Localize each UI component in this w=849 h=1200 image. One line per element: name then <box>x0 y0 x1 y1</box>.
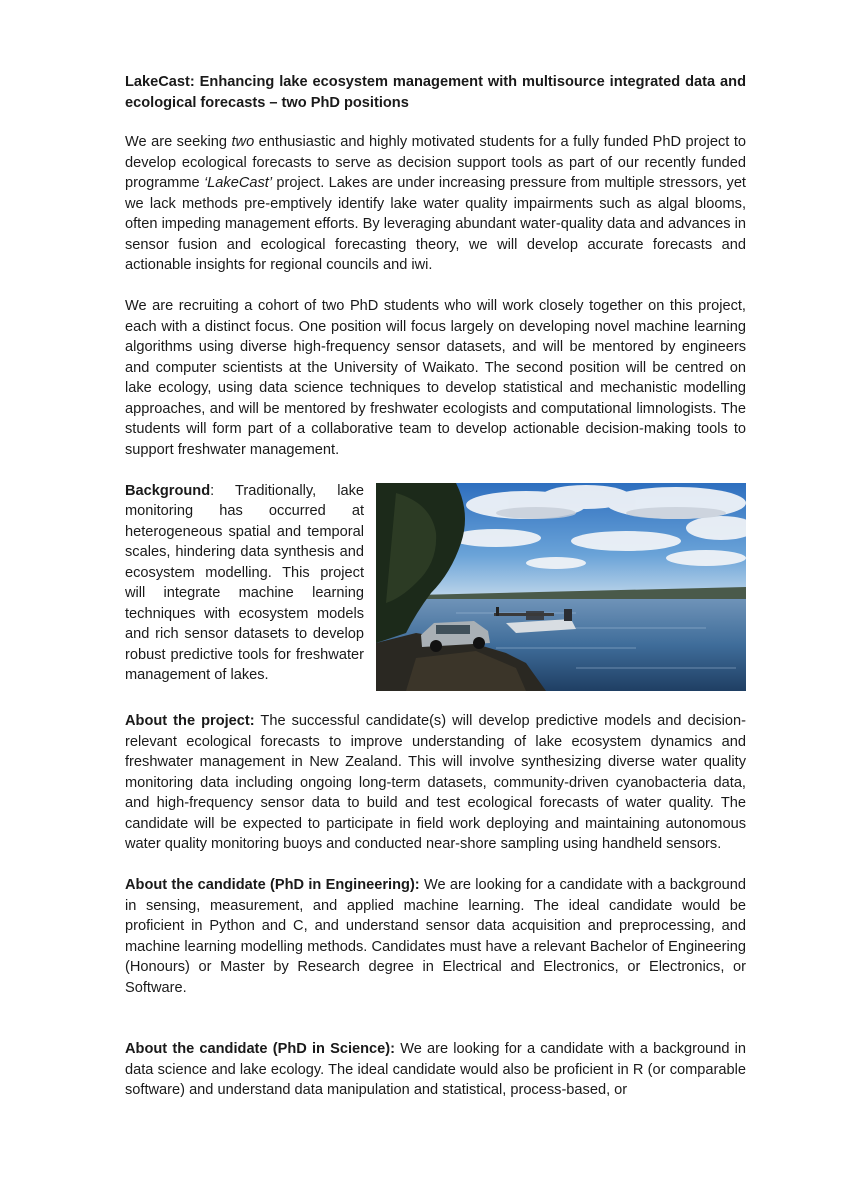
project-text: The successful candidate(s) will develop predictive models and decision-relevant ecological forecasts to improve understanding of lake ecosystem dynamics and freshwater management in New Zealand. This will involve synthesizing diverse water quality monitoring data including ongoing long-term datasets, community-driven cyanobacteria data, and high-frequency sensor data to build and test ecological forecasts of water quality. The candidate will be expected to participate in field work deploying and maintaining autonomous water quality monitoring buoys and conducted near-shore sampling using handheld sensors. <box>125 713 746 852</box>
intro-text-3: project. Lakes are under increasing pressure from multiple stressors, yet we lack methods pre-emptively identify lake water quality impairments such as algal blooms, often impeding management efforts. By leveraging abundant water-quality data and advances in sensor fusion and ecological forecasting theory, we will develop accurate forecasts and actionable insights for regional councils and iwi. <box>125 175 746 273</box>
intro-emphasis-two: two <box>231 134 255 150</box>
background-paragraph <box>125 481 364 686</box>
project-paragraph <box>125 711 746 855</box>
background-text: : Traditionally, lake monitoring has occurred at heterogeneous spatial and temporal scales, hindering data synthesis and ecosystem modelling. This project will integrate machine learning techniques with ecosystem models and rich sensor datasets to develop robust predictive tools for freshwater management of lakes. <box>125 482 364 683</box>
intro-text-2: enthusiastic and highly motivated students for a fully funded PhD project to develop ecological forecasts to serve as decision support tools as part of our recently funded programme <box>125 134 747 191</box>
project-label: About the project: <box>125 713 255 729</box>
candidate-eng-text: We are looking for a candidate with a background in sensing, measurement, and applied machine learning. The ideal candidate would be proficient in Python and C, and understand sensor data acquisition and preprocessing, and machine learning modelling methods. Candidates must have a relevant Bachelor of Engineering (Honours) or Master by Research degree in Electrical and Electronics, or Electronics, or Software. <box>125 877 747 996</box>
intro-emphasis-lakecast: ‘LakeCast’ <box>203 175 273 191</box>
candidate-eng-paragraph <box>125 875 746 998</box>
document-title: LakeCast: Enhancing lake ecosystem management with multisource integrated data and ecological forecasts – two PhD positions <box>125 74 746 111</box>
candidate-sci-label: About the candidate (PhD in Science): <box>125 1041 396 1057</box>
background-section <box>125 481 746 691</box>
candidate-sci-text: We are looking for a candidate with a background in data science and lake ecology. The ideal candidate would also be proficient in R (or comparable software) and understand data manipulation and statistical, process-based, or <box>125 1041 746 1098</box>
intro-paragraph <box>125 132 746 276</box>
background-label: Background <box>125 482 211 499</box>
lake-photo <box>376 483 746 691</box>
candidate-sci-paragraph <box>125 1039 746 1101</box>
candidate-eng-label: About the candidate (PhD in Engineering): <box>125 877 420 893</box>
intro-text-1: We are seeking <box>125 134 232 150</box>
lake-photo-illustration <box>376 483 746 691</box>
cohort-paragraph: We are recruiting a cohort of two PhD students who will work closely together on this project, each with a distinct focus. One position will focus largely on developing novel machine learning algorithms using diverse high-frequency sensor datasets, and will be mentored by engineers and computer scientists at the University of Waikato. The second position will be centred on lake ecology, using data science techniques to develop statistical and mechanistic modelling approaches, and will be mentored by freshwater ecologists and computational limnologists. The students will form part of a collaborative team to develop actionable decision-making tools to support freshwater management. <box>125 298 746 458</box>
